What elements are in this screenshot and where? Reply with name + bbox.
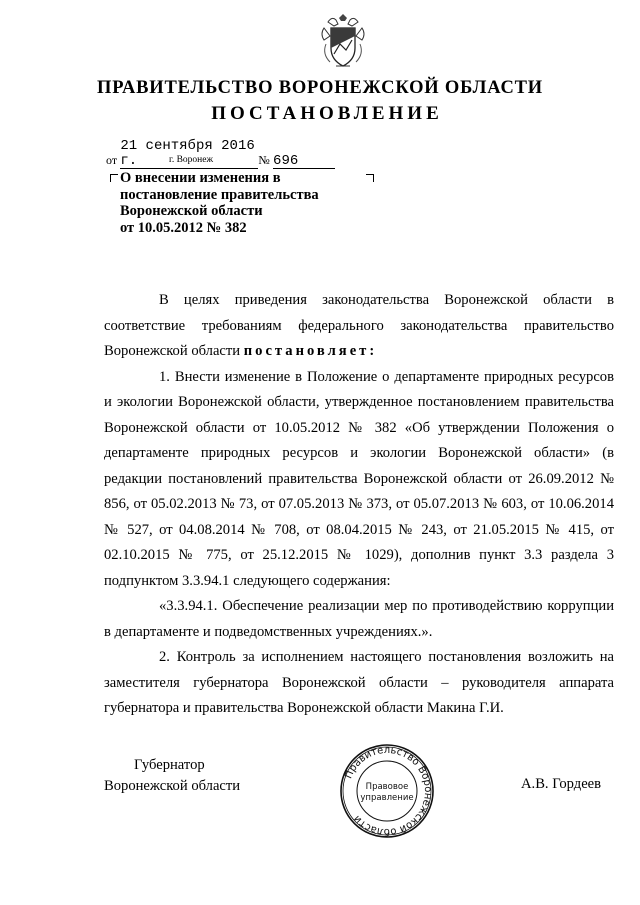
signer-name: А.В. Гордеев [521, 776, 602, 792]
organization-title: ПРАВИТЕЛЬСТВО ВОРОНЕЖСКОЙ ОБЛАСТИ [97, 78, 543, 98]
date-label: от [106, 153, 118, 167]
signatory-title-line: Воронежской области [104, 778, 241, 794]
subject-line: Воронежской области [120, 203, 263, 219]
subject-corner-left [110, 174, 118, 182]
coat-of-arms-emblem [318, 14, 368, 68]
item-1-paragraph: 1. Внести изменение в Положение о департаменте природных ресурсов и экологии Воронежской области, утвержденное постановлением правительства Воронежской области от 10.05.2012 № 382 «Об утверждении Положения о департаменте природных ресурсов и экологии Воронежской области» (в редакции постановлений правительства Воронежской области от 26.09.2012 № 856, от 05.02.2013 № 73, от 07.05.2013 № 373, от 05.07.2013 № 603, от 10.06.2014 № 527, от 04.08.2014 № 708, от 08.04.2015 № 243, от 21.05.2015 № 415, от 02.10.2015 № 775, от 25.12.2015 № 1029), дополнив пункт 3.3 раздела 3 подпунктом 3.3.94.1 следующего содержания: [104, 368, 614, 589]
preamble-paragraph [104, 288, 614, 365]
preamble-text: В целях приведения законодательства Воронежской области в соответствие требованиям федерального законодательства правительство Воронежской области [104, 292, 614, 359]
subject-corner-right [366, 174, 374, 182]
stamp-center-line: Правовое [365, 782, 409, 792]
document-dateline [106, 138, 335, 169]
resolves-word: постановляет: [243, 343, 378, 359]
document-type-title: ПОСТАНОВЛЕНИЕ [211, 103, 443, 124]
subject-line: постановление правительства [120, 186, 319, 203]
document-date: 21 сентября 2016 г. [120, 138, 255, 169]
city-label: г. Воронеж [169, 155, 214, 165]
document-number: 696 [273, 153, 299, 169]
document-subject [120, 170, 360, 236]
subject-line: от 10.05.2012 № 382 [120, 219, 247, 236]
item-2-paragraph: 2. Контроль за исполнением настоящего постановления возложить на заместителя губернатора Воронежской области – руководителя аппарата губернатора и правительства Воронежской области Макина Г.И. [104, 649, 614, 716]
subject-line: О внесении изменения в [120, 170, 281, 186]
quoted-subpoint-paragraph: «3.3.94.1. Обеспечение реализации мер по противодействию коррупции в департаменте и подведомственных учреждениях.». [104, 598, 614, 640]
signatory-title-line: Губернатор [134, 757, 205, 773]
signatory-title [104, 755, 240, 797]
legal-department-stamp [335, 742, 439, 840]
stamp-center-line: управление [360, 793, 414, 803]
number-label: № [258, 153, 270, 167]
stamp-ring-text: Правительство Воронежской области [343, 744, 434, 838]
document-body [104, 288, 614, 722]
